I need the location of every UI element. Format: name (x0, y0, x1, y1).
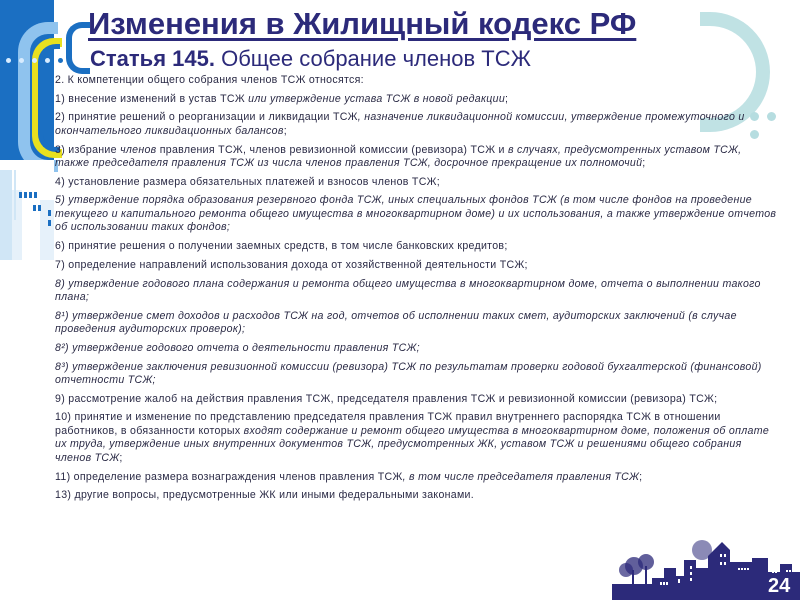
slide-subtitle (90, 46, 531, 72)
article-number: Статья 145. (90, 46, 215, 71)
list-item: 8²) утверждение годового отчета о деятельности правления ТСЖ; (55, 341, 420, 354)
page-number: 24 (768, 575, 791, 597)
list-item: 2) принятие решений о реорганизации и ликвидации ТСЖ, назначение ликвидационной комиссии, утверждение промежуточного и окончательного ликвидационных балансов; (55, 111, 745, 137)
intro-paragraph: 2. К компетенции общего собрания членов ТСЖ относятся: (55, 74, 364, 86)
list-item: 4) установление размера обязательных платежей и взносов членов ТСЖ; (55, 175, 440, 188)
left-city-silhouette-icon (0, 160, 60, 260)
list-item: 10) принятие и изменение по представлению председателя правления ТСЖ правил внутреннего распорядка ТСЖ в отношении работников, в обязанности которых входят содержание и ремонт общего имущества в многоквартирном доме, положения об оплате их труда, утверждение иных внутренних документов ТСЖ, предусмотренных ЖК, уставом ТСЖ и решениями общего собрания членов ТСЖ; (55, 411, 770, 464)
list-item: 13) другие вопросы, предусмотренные ЖК или иными федеральными законами. (55, 489, 475, 502)
list-item: 8³) утверждение заключения ревизионной комиссии (ревизора) ТСЖ по результатам проверки годовой бухгалтерской (финансовой) отчетности ТСЖ; (55, 360, 762, 387)
list-item: 9) рассмотрение жалоб на действия правления ТСЖ, председателя правления ТСЖ и ревизионной комиссии (ревизора) ТСЖ; (55, 392, 718, 405)
article-title: Общее собрание членов ТСЖ (214, 46, 531, 71)
slide-title: Изменения в Жилищный кодекс РФ (88, 6, 637, 41)
article-content (55, 74, 777, 508)
list-item: 3) избрание членов правления ТСЖ, членов ревизионной комиссии (ревизора) ТСЖ и в случаях, предусмотренных уставом ТСЖ, также председателя правления ТСЖ из числа членов правления ТСЖ, досрочное прекращение их полномочий; (55, 143, 742, 170)
list-item: 1) внесение изменений в устав ТСЖ или утверждение устава ТСЖ в новой редакции; (55, 92, 509, 105)
list-item: 7) определение направлений использования дохода от хозяйственной деятельности ТСЖ; (55, 258, 528, 271)
list-item: 11) определение размера вознаграждения членов правления ТСЖ, в том числе председателя правления ТСЖ; (55, 470, 643, 483)
dots-decoration-left (6, 50, 71, 68)
list-item: 6) принятие решения о получении заемных средств, в том числе банковских кредитов; (55, 240, 508, 253)
list-item: 8) утверждение годового плана содержания и ремонта общего имущества в многоквартирном доме, отчета о выполнении такого плана; (55, 277, 761, 303)
list-item: 8¹) утверждение смет доходов и расходов ТСЖ на год, отчетов об исполнении таких смет, аудиторских заключений (в случае проведения аудиторских проверок); (55, 309, 737, 336)
list-item: 5) утверждение порядка образования резервного фонда ТСЖ, иных специальных фондов ТСЖ (в том числе фондов на проведение текущего и капитального ремонта общего имущества в многоквартирном доме) и их использования, а также утверждение отчетов об использовании таких фондов; (55, 194, 777, 234)
